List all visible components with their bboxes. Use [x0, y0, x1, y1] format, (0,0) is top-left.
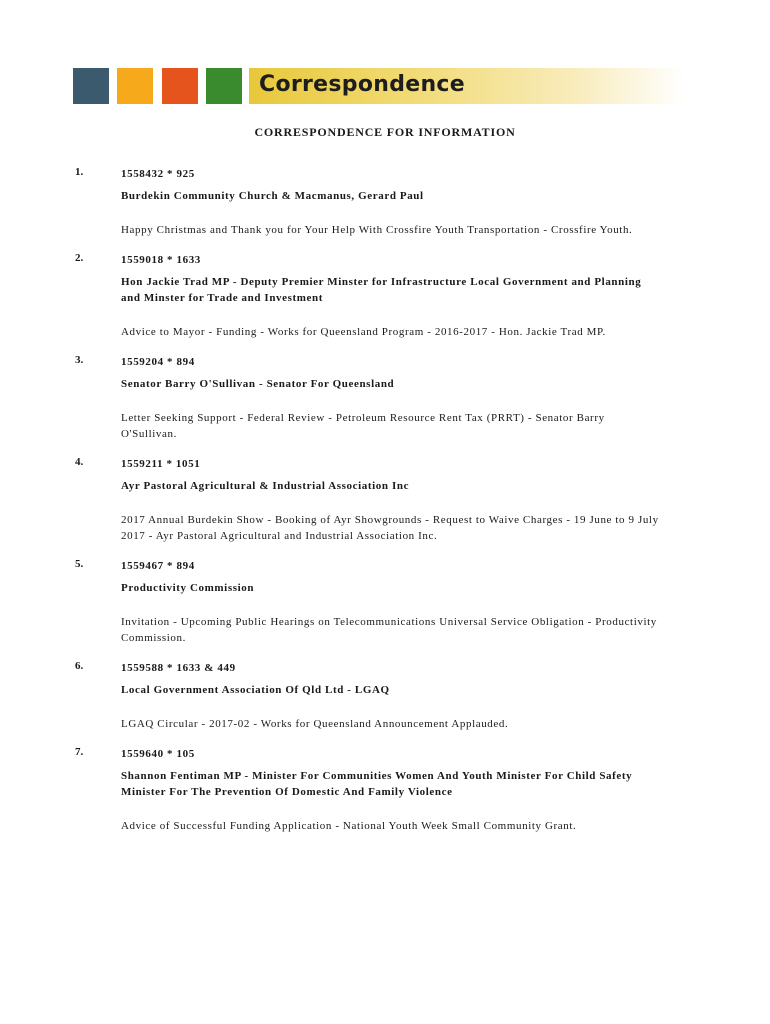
- item-description: LGAQ Circular - 2017-02 - Works for Queensland Announcement Applauded.: [121, 718, 509, 730]
- item-number: 7.: [75, 746, 84, 758]
- item-number: 5.: [75, 558, 84, 570]
- item-number: 2.: [75, 252, 84, 264]
- item-reference: 1559204 * 894: [121, 356, 195, 368]
- banner-title: Correspondence: [259, 72, 465, 97]
- item-description: Advice of Successful Funding Application - National Youth Week Small Community Grant.: [121, 820, 577, 832]
- title-bar: [249, 68, 685, 104]
- item-sender: Burdekin Community Church & Macmanus, Gerard Paul: [121, 190, 424, 202]
- item-reference: 1559640 * 105: [121, 748, 195, 760]
- item-number: 3.: [75, 354, 84, 366]
- red-square: [162, 68, 198, 104]
- list-item: [0, 252, 770, 340]
- item-sender: Shannon Fentiman MP - Minister For Communities Women And Youth Minister For Child Safety Minister For The Prevention Of Domestic And Family Violence: [121, 770, 633, 798]
- list-item: [0, 166, 770, 238]
- item-reference: 1559211 * 1051: [121, 458, 201, 470]
- header-banner: [73, 68, 685, 106]
- item-number: 4.: [75, 456, 84, 468]
- item-sender: Senator Barry O'Sullivan - Senator For Queensland: [121, 378, 395, 390]
- green-square: [206, 68, 242, 104]
- item-reference: 1559018 * 1633: [121, 254, 201, 266]
- blue-square: [73, 68, 109, 104]
- orange-square: [117, 68, 153, 104]
- list-item: [0, 660, 770, 732]
- item-number: 1.: [75, 166, 84, 178]
- item-description: Invitation - Upcoming Public Hearings on Telecommunications Universal Service Obligation - Productivity Commission.: [121, 616, 657, 644]
- item-reference: 1559467 * 894: [121, 560, 195, 572]
- item-sender: Local Government Association Of Qld Ltd - LGAQ: [121, 684, 390, 696]
- list-item: [0, 456, 770, 544]
- item-description: Letter Seeking Support - Federal Review - Petroleum Resource Rent Tax (PRRT) - Senator Barry O'Sullivan.: [121, 412, 605, 440]
- list-item: [0, 746, 770, 834]
- item-sender: Ayr Pastoral Agricultural & Industrial Association Inc: [121, 480, 410, 492]
- list-item: [0, 354, 770, 442]
- item-description: Advice to Mayor - Funding - Works for Queensland Program - 2016-2017 - Hon. Jackie Trad MP.: [121, 326, 606, 338]
- list-item: [0, 558, 770, 646]
- item-number: 6.: [75, 660, 84, 672]
- item-sender: Productivity Commission: [121, 582, 255, 594]
- item-description: 2017 Annual Burdekin Show - Booking of Ayr Showgrounds - Request to Waive Charges - 19 June to 9 July 2017 - Ayr Pastoral Agricultural and Industrial Association Inc.: [121, 514, 659, 542]
- item-sender: Hon Jackie Trad MP - Deputy Premier Minster for Infrastructure Local Government and Planning and Minster for Trade and Investment: [121, 276, 642, 304]
- item-reference: 1559588 * 1633 & 449: [121, 662, 236, 674]
- item-description: Happy Christmas and Thank you for Your Help With Crossfire Youth Transportation - Crossfire Youth.: [121, 224, 633, 236]
- item-reference: 1558432 * 925: [121, 168, 195, 180]
- correspondence-list: [0, 166, 770, 848]
- page-heading: CORRESPONDENCE FOR INFORMATION: [254, 125, 516, 139]
